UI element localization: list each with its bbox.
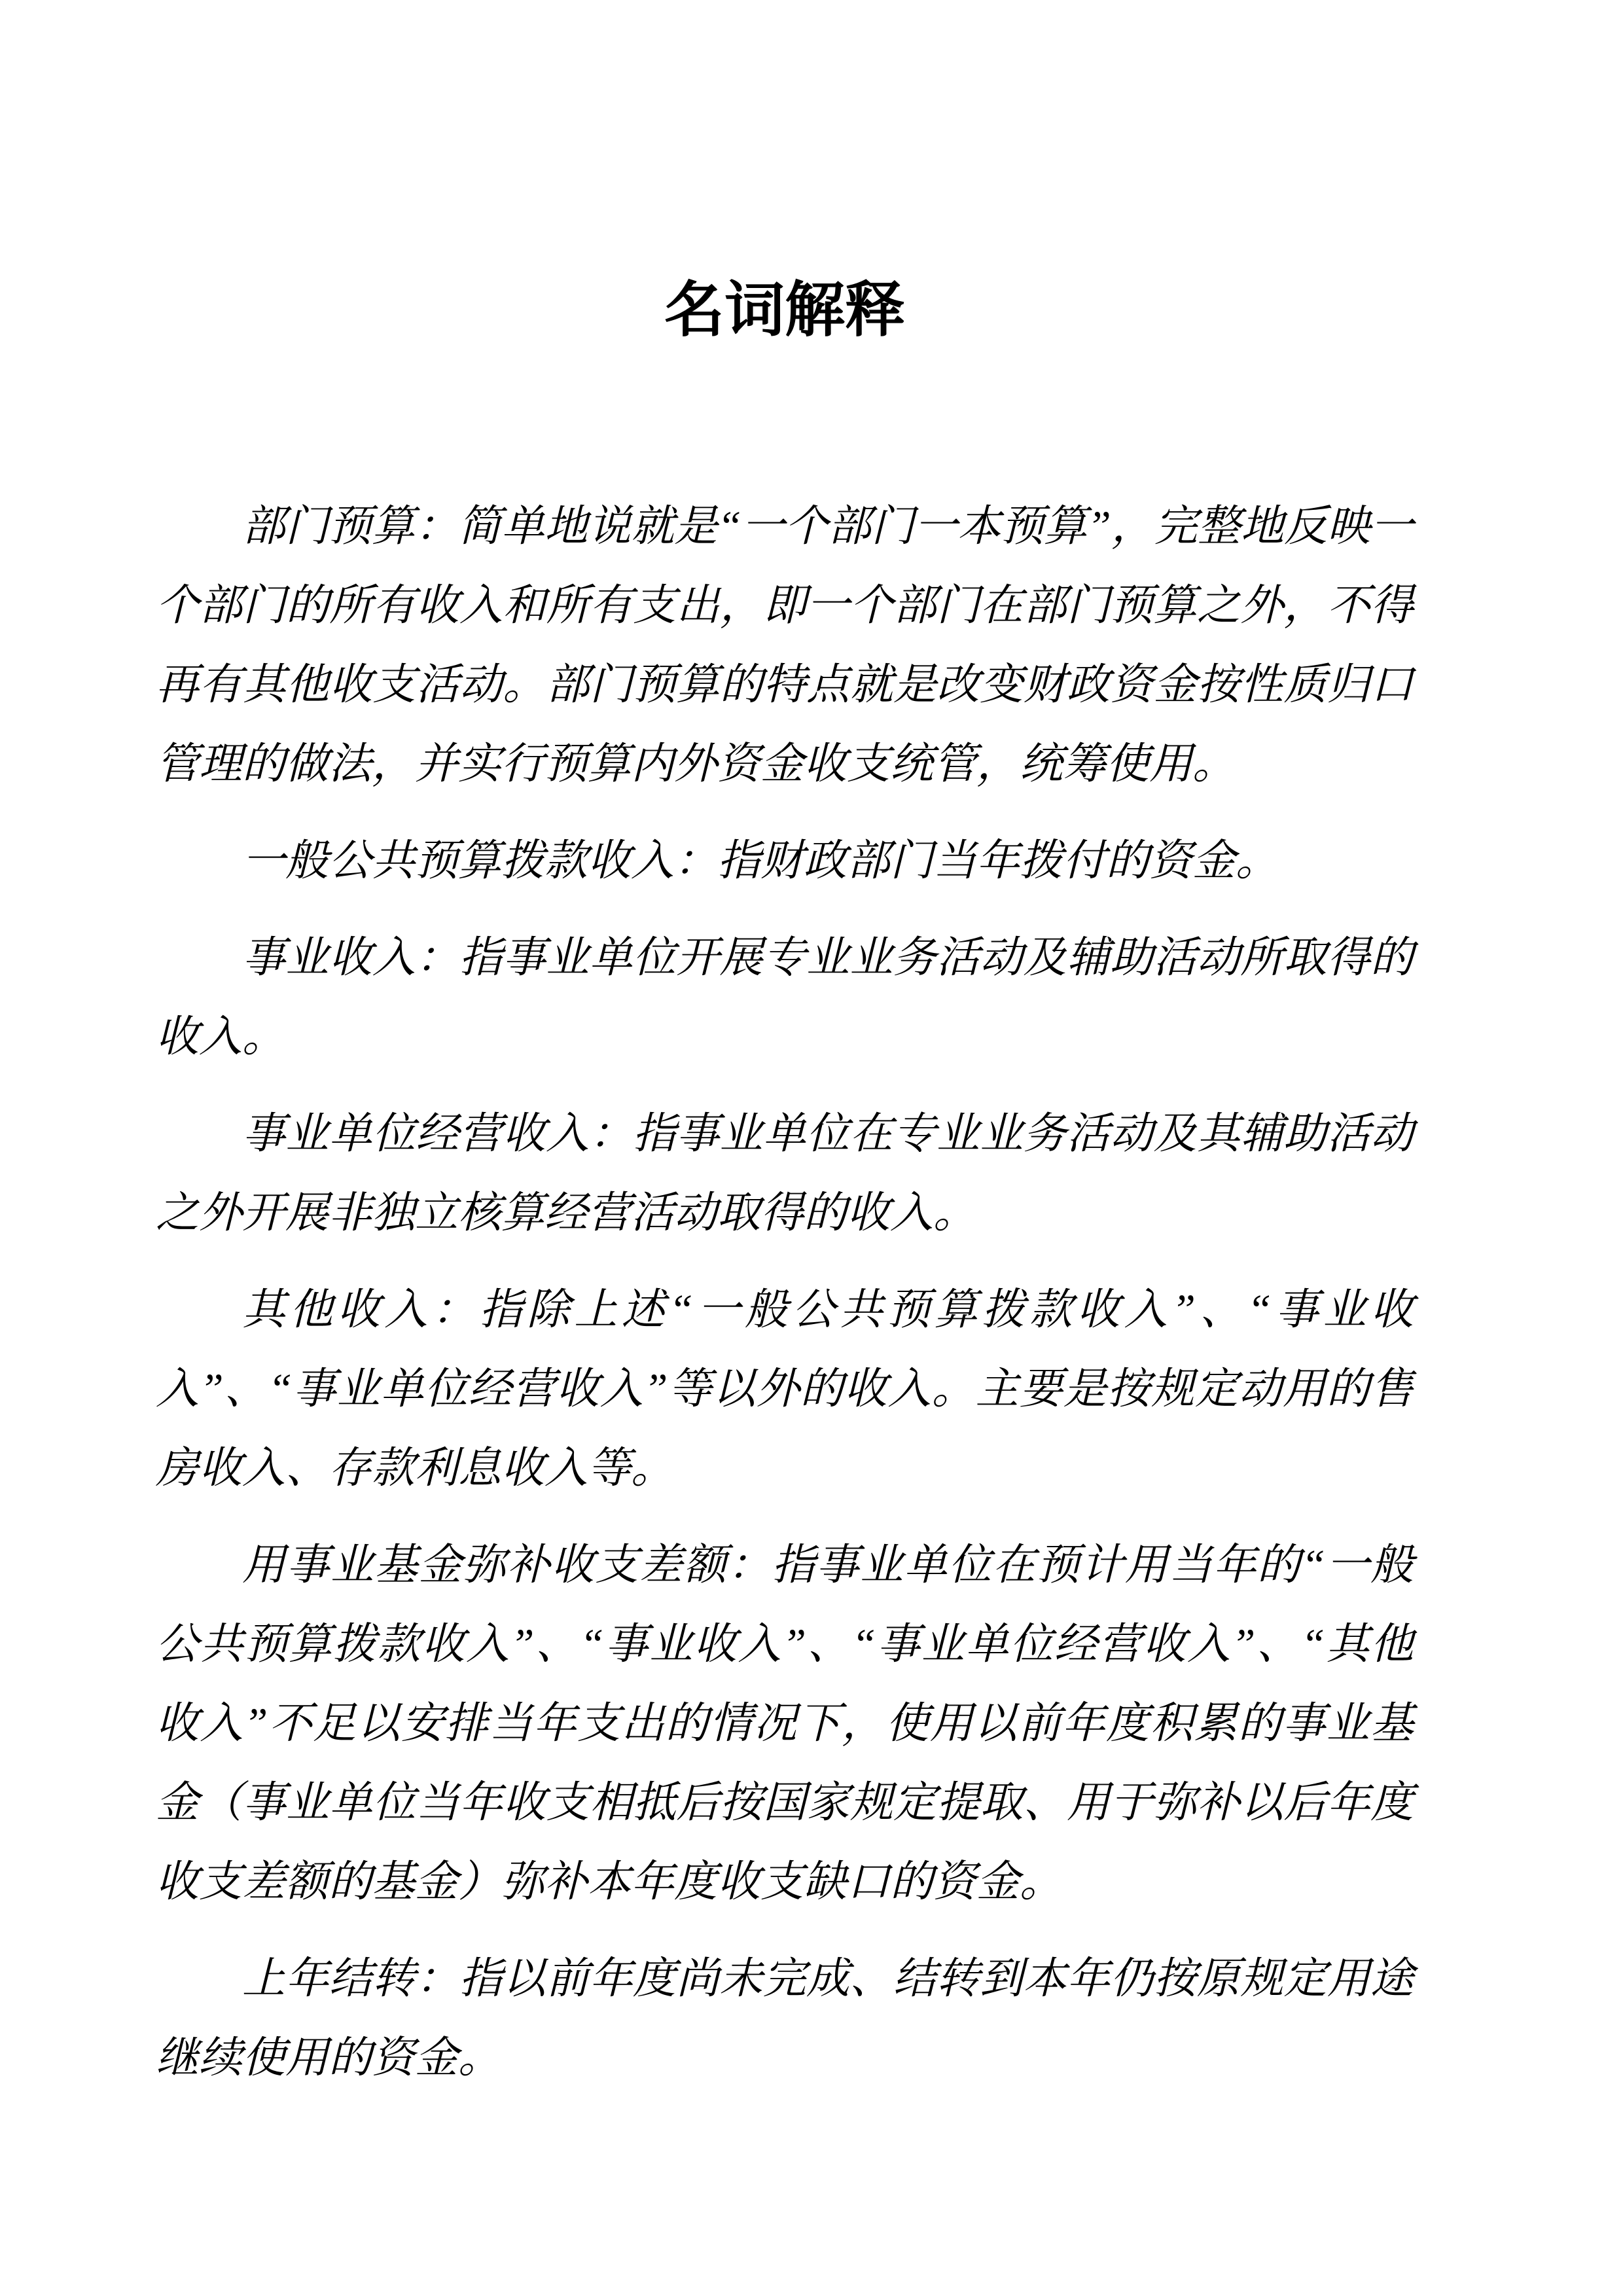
document-body <box>156 487 1414 2098</box>
paragraph-carryover-from-previous-year: 上年结转：指以前年度尚未完成、结转到本年仍按原规定用途继续使用的资金。 <box>156 1955 1414 2082</box>
paragraph-fund-deficit-coverage: 用事业基金弥补收支差额：指事业单位在预计用当年的“一般公共预算拨款收入”、“事业收入”、“事业单位经营收入”、“其他收入”不足以安排当年支出的情况下，使用以前年度积累的事业基金（事业单位当年收支相抵后按国家规定提取、用于弥补以后年度收支差额的基金）弥补本年度收支缺口的资金。 <box>156 1541 1414 1906</box>
paragraph-general-public-budget-appropriation-income: 一般公共预算拨款收入：指财政部门当年拨付的资金。 <box>242 837 1279 885</box>
paragraph-business-operating-income: 事业单位经营收入：指事业单位在专业业务活动及其辅助活动之外开展非独立核算经营活动取得的收入。 <box>156 1110 1414 1237</box>
paragraph-department-budget: 部门预算：简单地说就是“一个部门一本预算”，完整地反映一个部门的所有收入和所有支出，即一个部门在部门预算之外，不得再有其他收支活动。部门预算的特点就是改变财政资金按性质归口管理的做法，并实行预算内外资金收支统管，统筹使用。 <box>156 503 1414 788</box>
paragraph-other-income: 其他收入：指除上述“一般公共预算拨款收入”、“事业收入”、“事业单位经营收入”等以外的收入。主要是按规定动用的售房收入、存款利息收入等。 <box>156 1286 1414 1492</box>
paragraph-business-income: 事业收入：指事业单位开展专业业务活动及辅助活动所取得的收入。 <box>156 934 1414 1061</box>
page-title: 名词解释 <box>664 277 905 344</box>
